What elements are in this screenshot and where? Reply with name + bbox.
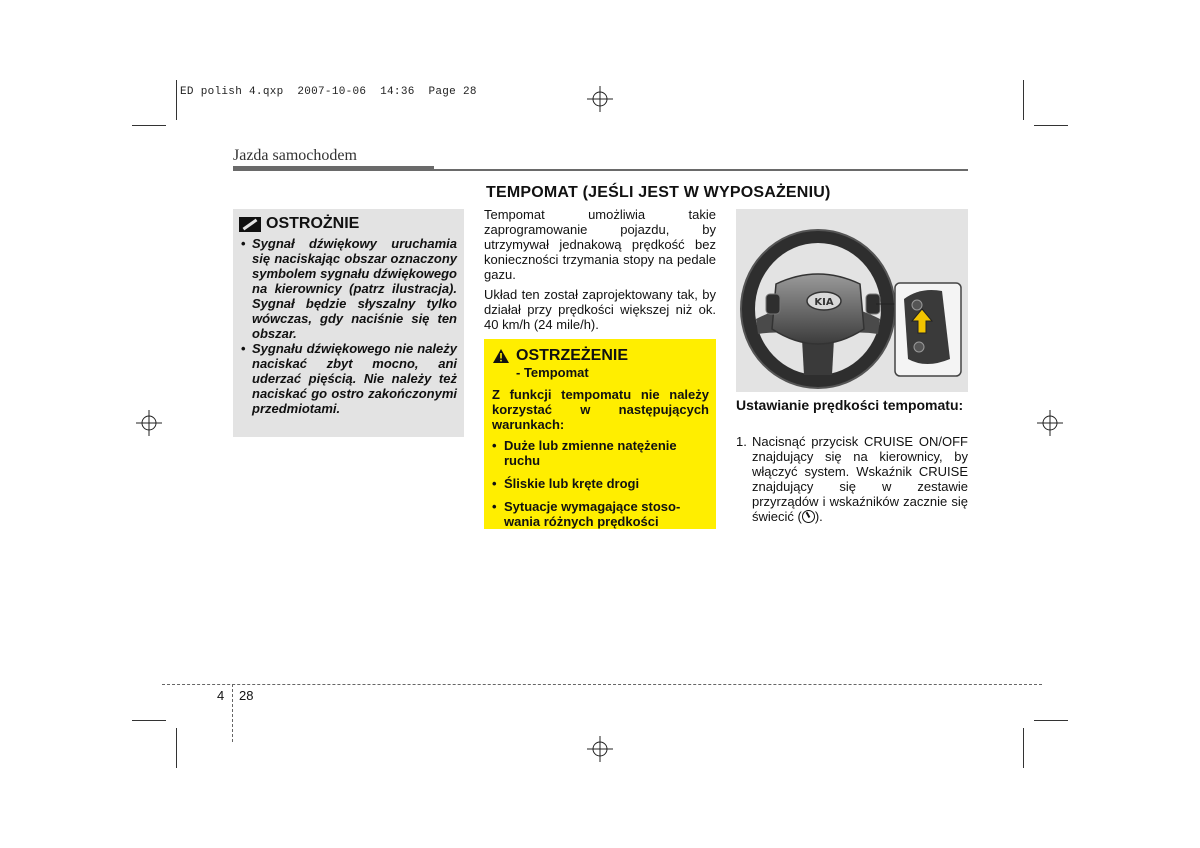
header-rule-thin	[434, 169, 968, 171]
step-text-a: Nacisnąć przycisk CRUISE ON/OFF znajdujący się na kierownicy, by włączyć system. Wskaźnik CRUISE znajdujący się w zestawie przyrządów i wskaźników zacznie się świecić (	[752, 434, 968, 524]
crop-mark	[176, 80, 177, 120]
header-rule	[233, 166, 434, 171]
warning-triangle-icon	[492, 348, 510, 364]
intro-paragraph: Tempomat umożliwia takie zaprogramowanie pojazdu, by utrzymywał jednakową prędkość bez konieczności trzymania stopy na pedale gazu.	[484, 207, 716, 282]
step-text	[752, 434, 968, 524]
warning-item: • Śliskie lub kręte drogi	[492, 476, 709, 491]
step-text-b: ).	[814, 509, 823, 524]
warning-intro: Z funkcji tempomatu nie należy korzystać w następujących warunkach:	[492, 387, 709, 432]
intro-text	[484, 207, 716, 337]
print-slug: ED polish 4.qxp 2007-10-06 14:36 Page 28	[180, 86, 477, 98]
registration-mark-icon	[1037, 410, 1063, 436]
page-heading: TEMPOMAT (JEŚLI JEST W WYPOSAŻENIU)	[486, 184, 831, 201]
cruise-indicator-icon	[802, 510, 815, 523]
page-number: 28	[239, 688, 254, 703]
crop-mark	[1034, 125, 1068, 126]
setting-step-1	[736, 434, 968, 524]
warning-title: OSTRZEŻENIE	[516, 347, 629, 364]
caution-item: • Sygnału dźwiękowego nie należy naciskać zbyt mocno, ani uderzać pięścią. Nie należy też naciskać go ostro zakończonymi przedmiotami.	[239, 341, 457, 416]
crop-mark	[1023, 80, 1024, 120]
registration-mark-icon	[587, 86, 613, 112]
warning-subtitle: - Tempomat	[516, 365, 589, 380]
crop-mark	[1034, 720, 1068, 721]
crop-mark	[176, 728, 177, 768]
warning-item: • Duże lub zmienne natężenie ruchu	[492, 438, 709, 468]
crop-mark	[132, 125, 166, 126]
caution-title: OSTROŻNIE	[266, 215, 360, 232]
pencil-caution-icon	[239, 217, 261, 232]
step-number: 1.	[736, 434, 747, 449]
crop-mark	[132, 720, 166, 721]
registration-mark-icon	[136, 410, 162, 436]
warning-box	[484, 339, 716, 529]
caution-box	[233, 209, 464, 437]
warning-item: • Sytuacje wymagające stoso-wania różnych prędkości	[492, 499, 709, 529]
caution-item: • Sygnał dźwiękowy uruchamia się naciskając obszar oznaczony symbolem sygnału dźwiękowego na kierownicy (patrz ilustracja). Sygnał będzie słyszalny tylko wówczas, gdy naciśnie się ten obszar.	[239, 236, 457, 341]
page-section-number: 4	[217, 688, 225, 703]
section-title: Jazda samochodem	[233, 147, 357, 164]
caution-header	[239, 215, 457, 233]
warning-header	[492, 347, 709, 365]
setting-title: Ustawianie prędkości tempomatu:	[736, 397, 964, 413]
footer-divider	[232, 684, 233, 742]
crop-mark	[1023, 728, 1024, 768]
steering-wheel-figure	[736, 209, 968, 392]
steering-wheel-illustration	[736, 209, 968, 392]
caution-list	[239, 236, 457, 416]
warning-list	[492, 438, 709, 529]
intro-paragraph: Układ ten został zaprojektowany tak, by działał przy prędkości większej niż ok. 40 km/h (24 mile/h).	[484, 287, 716, 332]
footer-rule	[162, 684, 1042, 685]
registration-mark-icon	[587, 736, 613, 762]
brand-logo: KIA	[814, 297, 834, 308]
